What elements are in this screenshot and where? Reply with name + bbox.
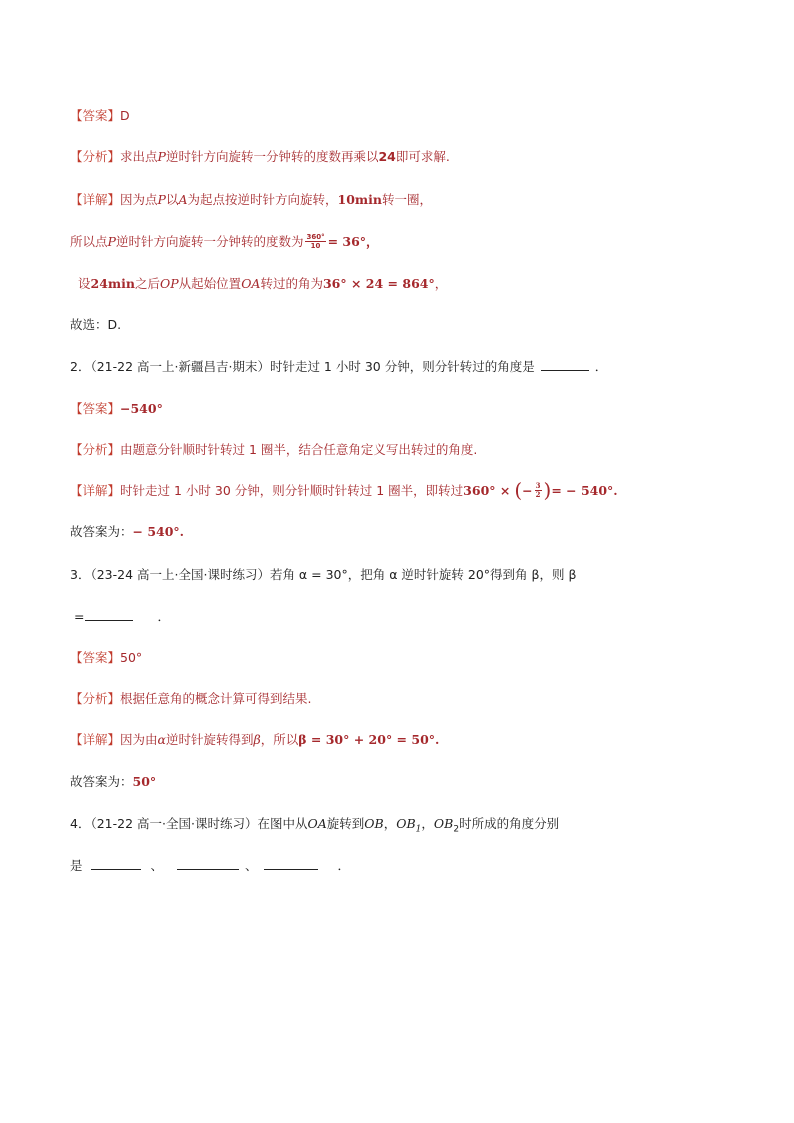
text: 转一圈， — [381, 192, 432, 207]
answer-tag: 【答案】 — [70, 650, 121, 665]
text: 因为点 — [120, 192, 158, 207]
text: ， — [434, 276, 448, 291]
math-num: 24min — [90, 276, 135, 291]
answer-blank-1 — [91, 857, 141, 870]
question-text: （21-22 高一·全国·课时练习）在图中从 — [90, 816, 308, 831]
text: ， — [421, 816, 434, 831]
math-var: OA — [307, 816, 327, 831]
answer-blank — [85, 608, 133, 621]
math-var: OB — [364, 816, 384, 831]
analysis-tag: 【分析】 — [70, 442, 121, 457]
question-number: 4． — [70, 816, 91, 831]
math-expr: = − 540°. — [551, 483, 618, 498]
math-expr: 36° × 24 = 864° — [322, 276, 435, 291]
analysis-tag: 【分析】 — [70, 691, 121, 706]
q3-analysis — [70, 690, 312, 708]
math-num: 10min — [337, 192, 382, 207]
q3-stem — [70, 566, 576, 584]
math-var: OB — [433, 816, 454, 831]
q4-stem — [70, 815, 559, 839]
math-var: OB — [396, 816, 416, 831]
fraction — [305, 233, 325, 250]
math-var: α — [157, 732, 166, 747]
q2-detail — [70, 477, 618, 502]
math-var: P — [157, 192, 166, 207]
math-subscript: 1 — [415, 824, 422, 835]
answer-blank-3 — [264, 857, 318, 870]
q2-conclusion — [70, 523, 184, 541]
q1-analysis — [70, 148, 450, 166]
text: 设 — [78, 276, 91, 291]
math-expr: 360° × — [463, 483, 511, 498]
question-text: （21-22 高一上·新疆昌吉·期末）时针走过 1 小时 30 分钟，则分针转过的角度是 — [90, 359, 535, 374]
fraction — [535, 482, 542, 499]
q2-answer — [70, 400, 163, 418]
detail-tag: 【详解】 — [70, 483, 121, 498]
text: 转过的角为 — [260, 276, 323, 291]
answer-value: D — [120, 108, 130, 123]
conclusion-value: − 540°. — [132, 524, 185, 539]
text: 从起始位置 — [178, 276, 242, 291]
q1-detail-line3 — [78, 275, 447, 293]
denominator: 2 — [535, 490, 541, 499]
analysis-text: 根据任意角的概念计算可得到结果. — [120, 691, 312, 706]
q3-conclusion — [70, 773, 156, 791]
text: 逆时针方向旋转一分钟转的度数再乘以 — [165, 149, 379, 164]
q1-answer — [70, 107, 130, 125]
math-var: OA — [241, 276, 261, 291]
answer-value: −540° — [120, 401, 163, 416]
question-number: 2． — [70, 359, 91, 374]
detail-tag: 【详解】 — [70, 732, 121, 747]
math-var: P — [157, 149, 166, 164]
q1-detail-line2 — [70, 233, 379, 251]
q2-analysis — [70, 441, 477, 459]
q3-answer — [70, 649, 142, 667]
text: 逆时针旋转得到 — [165, 732, 254, 747]
math-var: P — [107, 234, 116, 249]
text: 时所成的角度分别 — [459, 816, 560, 831]
conclusion-value: 50° — [132, 774, 157, 789]
answer-blank-2 — [177, 857, 239, 870]
answer-value: 50° — [120, 650, 143, 665]
conclusion-text: 故答案为： — [70, 524, 133, 539]
answer-tag: 【答案】 — [70, 108, 121, 123]
text: 之后 — [134, 276, 160, 291]
text: ． — [157, 609, 170, 624]
numerator: 360° — [306, 233, 325, 241]
answer-tag: 【答案】 — [70, 401, 121, 416]
numerator: 3 — [535, 481, 541, 490]
text: 、 — [150, 858, 164, 873]
text: 是 — [70, 858, 83, 873]
text: 、 — [245, 858, 258, 873]
question-number: 3． — [70, 567, 91, 582]
text: 旋转到 — [326, 816, 365, 831]
answer-blank — [541, 358, 589, 371]
conclusion-text: 故选：D. — [70, 317, 122, 332]
math-sign: − — [522, 483, 533, 498]
math-expr: β = 30° + 20° = 50°. — [298, 732, 440, 747]
q1-detail — [70, 191, 432, 209]
analysis-text: 由题意分针顺时针转过 1 圈半，结合任意角定义写出转过的角度. — [120, 442, 478, 457]
q2-stem — [70, 358, 607, 376]
text: 所以点 — [70, 234, 108, 249]
q3-detail — [70, 731, 439, 749]
text: 求出点 — [120, 149, 158, 164]
text: 逆时针方向旋转一分钟转的度数为 — [115, 234, 304, 249]
detail-text: 时针走过 1 小时 30 分钟，则分针顺时针转过 1 圈半，即转过 — [120, 483, 464, 498]
text: = — [74, 609, 85, 624]
text: ． — [594, 359, 608, 374]
math-var: β — [253, 732, 261, 747]
denominator: 10 — [310, 242, 321, 250]
text: 因为由 — [120, 732, 158, 747]
paren-group: (− $\frac{3}{2}$ ) — [514, 477, 552, 502]
text: 即可求解. — [395, 149, 450, 164]
math-num: 24 — [378, 149, 396, 164]
analysis-tag: 【分析】 — [70, 149, 121, 164]
text: 为起点按逆时针方向旋转， — [187, 192, 338, 207]
text: ， — [383, 816, 397, 831]
math-var: A — [178, 192, 188, 207]
text: 以 — [165, 192, 179, 207]
detail-tag: 【详解】 — [70, 192, 121, 207]
math-expr: = 36°， — [327, 234, 379, 249]
question-text: （23-24 高一上·全国·课时练习）若角 α = 30°，把角 α 逆时针旋转 20°得到角 β，则 β — [90, 567, 577, 582]
text: ，所以 — [260, 732, 299, 747]
math-subscript: 2 — [453, 824, 460, 835]
conclusion-text: 故答案为： — [70, 774, 133, 789]
q1-conclusion — [70, 316, 121, 334]
q4-stem-line2 — [70, 857, 350, 875]
q3-stem-line2 — [74, 608, 170, 626]
text: ． — [337, 858, 351, 873]
math-var: OP — [160, 276, 179, 291]
